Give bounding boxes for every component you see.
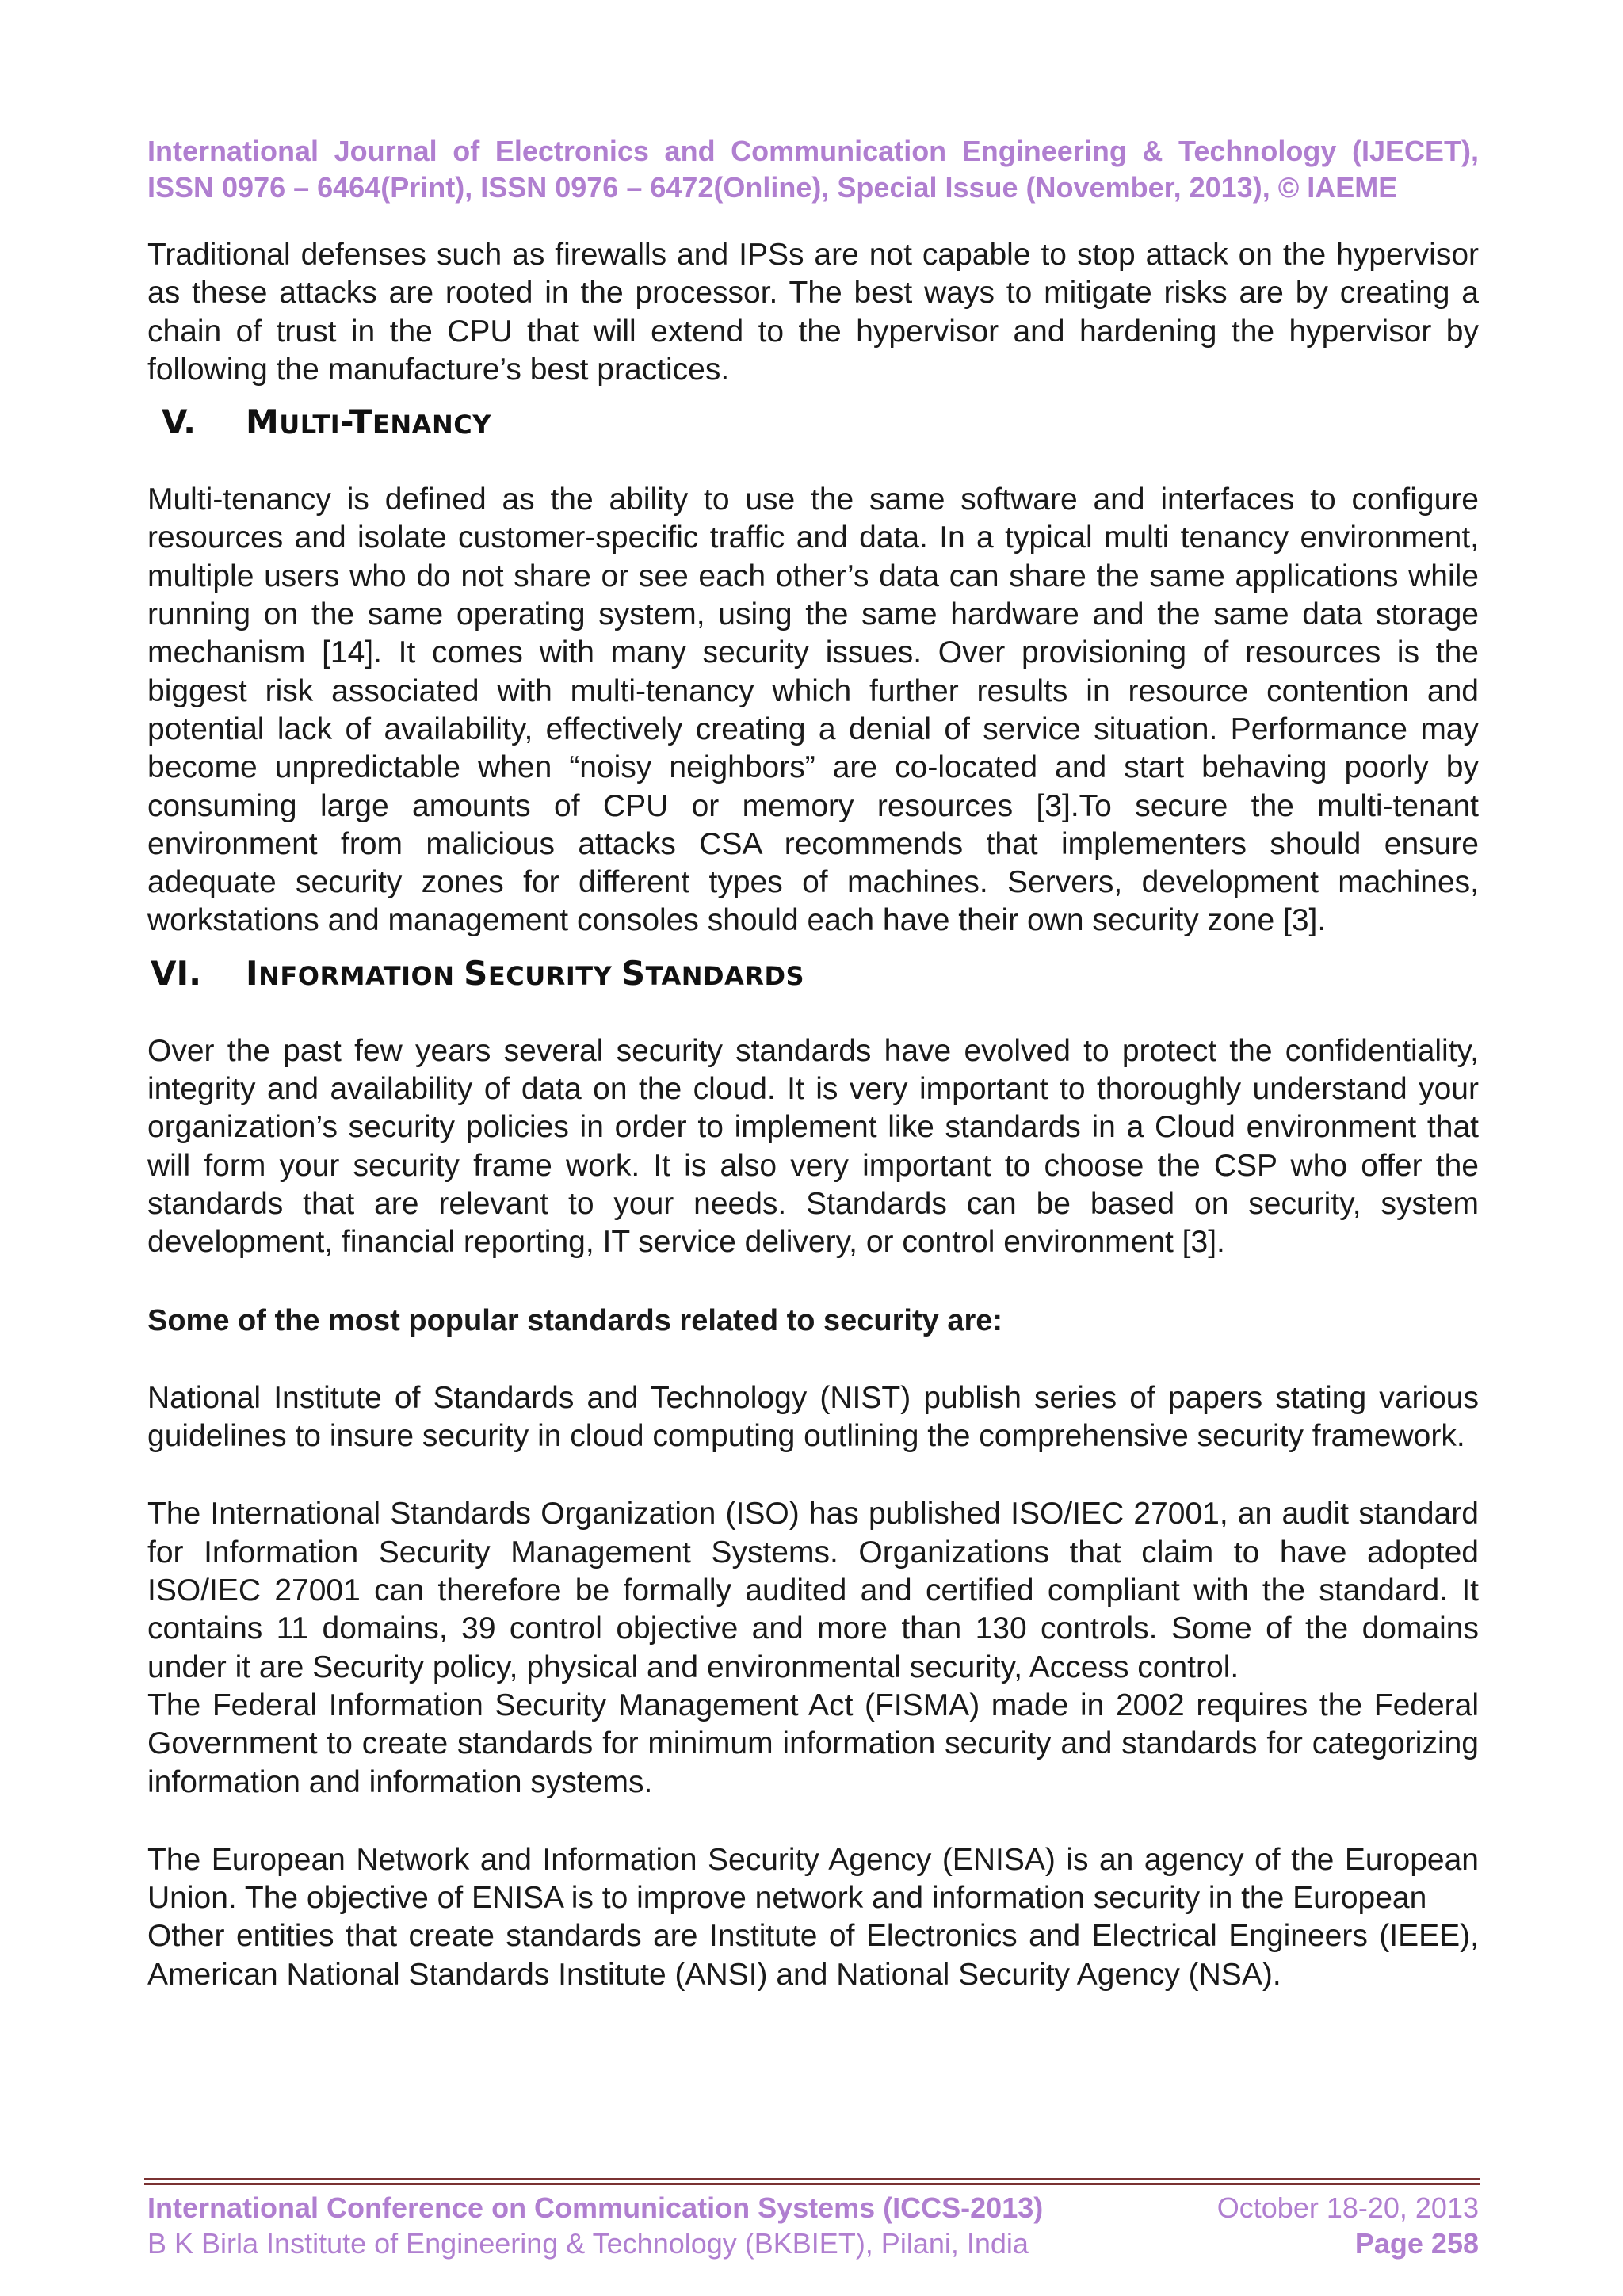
section-title: INFORMATION SECURITY STANDARDS (246, 953, 805, 993)
article-body (147, 236, 1479, 1994)
standards-paragraph: Over the past few years several security standards have evolved to protect the confidentiality, integrity and availability of data on the cloud. It is very important to thoroughly understand your organization’s security policies in order to implement like standards in a Cloud environment that will form your security frame work. It is also very important to choose the CSP who offer the standards that are relevant to your needs. Standards can be based on security, system development, financial reporting, IT service delivery, or control environment [3]. (147, 1033, 1479, 1260)
journal-header-line2: ISSN 0976 – 6464(Print), ISSN 0976 – 6472(Online), Special Issue (November, 2013), © IAEME (147, 171, 1398, 204)
conference-name: International Conference on Communication Systems (ICCS-2013) (147, 2191, 1044, 2224)
journal-header (147, 133, 1479, 206)
section-number: VI. (151, 953, 202, 993)
multi-tenancy-paragraph: Multi-tenancy is defined as the ability to use the same software and interfaces to configure resources and isolate customer-specific traffic and data. In a typical multi tenancy environment, multiple users who do not share or see each other’s data can share the same applications while running on the same operating system, using the same hardware and the same data storage mechanism [14]. It comes with many security issues. Over provisioning of resources is the biggest risk associated with multi-tenancy which further results in resource contention and potential lack of availability, effectively creating a denial of service situation. Performance may become unpredictable when “noisy neighbors” are co-located and start behaving poorly by consuming large amounts of CPU or memory resources [3].To secure the multi-tenant environment from malicious attacks CSA recommends that implementers should ensure adequate security zones for different types of machines. Servers, development machines, workstations and management consoles should each have their own security zone [3]. (147, 482, 1479, 938)
popular-standards-heading: Some of the most popular standards related to security are: (147, 1303, 1003, 1337)
journal-header-line1: International Journal of Electronics and Communication Engineering & Technology (IJECET), (147, 135, 1479, 167)
section-heading-security-standards (147, 955, 1479, 1010)
page-footer (147, 2190, 1479, 2261)
intro-paragraph: Traditional defenses such as firewalls and IPSs are not capable to stop attack on the hypervisor as these attacks are rooted in the processor. The best ways to mitigate risks are by creating a chain of trust in the CPU that will extend to the hypervisor and hardening the hypervisor by following the manufacture’s best practices. (147, 238, 1479, 387)
conference-dates: October 18-20, 2013 (1216, 2191, 1479, 2224)
nist-paragraph: National Institute of Standards and Technology (NIST) publish series of papers stating various guidelines to insure security in cloud computing outlining the comprehensive security framework. (147, 1380, 1479, 1454)
fisma-paragraph: The Federal Information Security Management Act (FISMA) made in 2002 requires the Federal Government to create standards for minimum information security and standards for categorizing information and information systems. (147, 1688, 1479, 1799)
footer-divider (144, 2178, 1480, 2185)
section-heading-multi-tenancy (147, 403, 1479, 459)
enisa-line1: The European Network and Information Security Agency (ENISA) is an agency of the European (147, 1842, 1479, 1877)
section-number: V. (162, 402, 197, 442)
page-number: Page 258 (1354, 2227, 1479, 2260)
institute-name: B K Birla Institute of Engineering & Technology (BKBIET), Pilani, India (147, 2227, 1029, 2260)
iso-paragraph: The International Standards Organization (ISO) has published ISO/IEC 27001, an audit standard for Information Security Management Systems. Organizations that claim to have adopted ISO/IEC 27001 can therefore be formally audited and certified compliant with the standard. It contains 11 domains, 39 control objective and more than 130 controls. Some of the domains under it are Security policy, physical and environmental security, Access control. (147, 1497, 1479, 1684)
section-title: MULTI-TENANCY (246, 402, 491, 442)
other-entities-paragraph: Other entities that create standards are Institute of Electronics and Electrical Engineers (IEEE), American National Standards Institute (ANSI) and National Security Agency (NSA). (147, 1919, 1479, 1992)
enisa-line2: Union. The objective of ENISA is to improve network and information security in the European (147, 1881, 1427, 1916)
